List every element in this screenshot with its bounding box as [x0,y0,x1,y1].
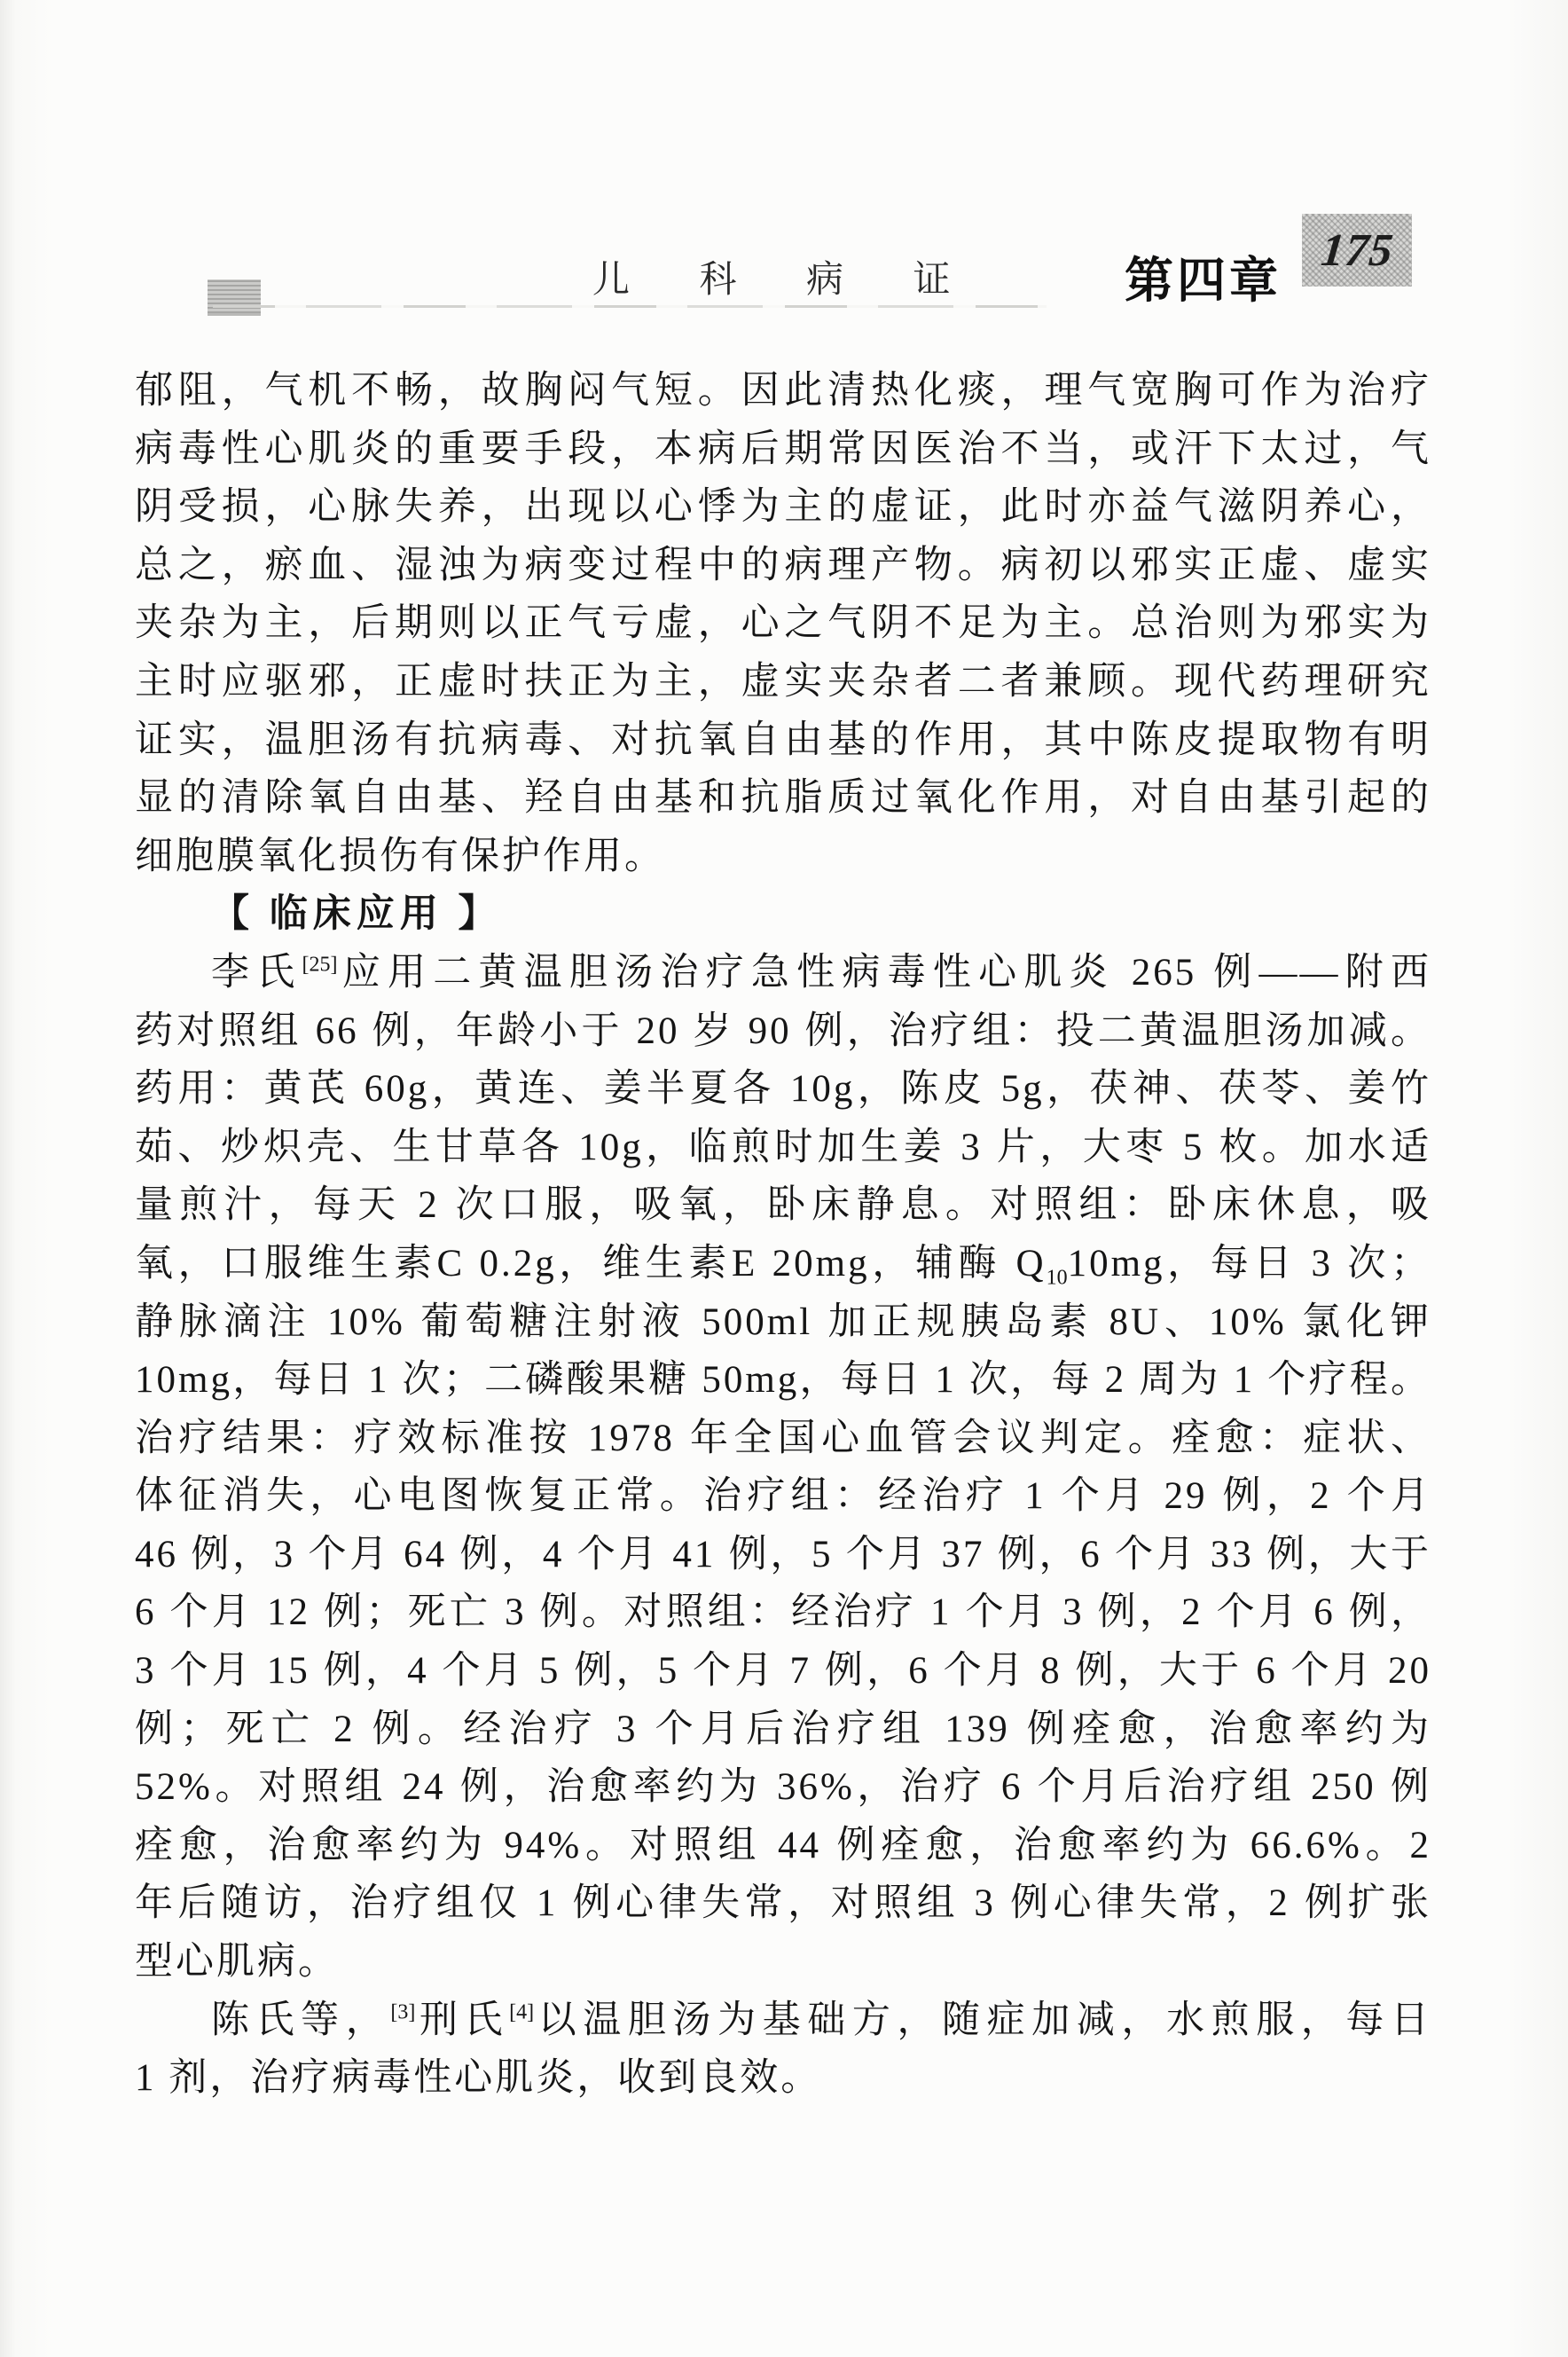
superscript-ref: [3] [390,2000,416,2024]
text-line: 细胞膜氧化损伤有保护作用。 [135,835,665,877]
text-line: 10mg，每日 1 次；二磷酸果糖 50mg，每日 1 次，每 2 周为 1 个疗程。 [135,1359,1431,1402]
text-line: 3 个月 15 例，4 个月 5 例，5 个月 7 例，6 个月 8 例，大于 6 个月 20 [135,1650,1431,1693]
text-line: 6 个月 12 例；死亡 3 例。对照组：经治疗 1 个月 3 例，2 个月 6 例， [135,1591,1431,1634]
text-line: 1 剂，治疗病毒性心肌炎，收到良效。 [135,2057,822,2100]
text-line: 46 例，3 个月 64 例，4 个月 41 例，5 个月 37 例，6 个月 33 例，大于 [135,1533,1431,1575]
text-line: 阴受损，心脉失养，出现以心悸为主的虚证，此时亦益气滋阴养心， [135,486,1431,529]
text-line: 夹杂为主，后期则以正气亏虚，心之气阴不足为主。总治则为邪实为 [135,602,1431,645]
section-heading: 【 临床应用 】 [211,893,502,936]
text-line: 显的清除氧自由基、羟自由基和抗脂质过氧化作用，对自由基引起的 [135,777,1431,820]
text-line: 茹、炒炽壳、生甘草各 10g，临煎时加生姜 3 片，大枣 5 枚。加水适 [135,1126,1431,1168]
text-line: 例；死亡 2 例。经治疗 3 个月后治疗组 139 例痊愈，治愈率约为 [135,1708,1431,1750]
page-number: 175 [1318,224,1396,276]
text-line: 体征消失，心电图恢复正常。治疗组：经治疗 1 个月 29 例，2 个月 [135,1475,1431,1518]
text-line: 静脉滴注 10% 葡萄糖注射液 500ml 加正规胰岛素 8U、10% 氯化钾 [135,1300,1431,1343]
text-line: 药用：黄芪 60g，黄连、姜半夏各 10g，陈皮 5g，茯神、茯苓、姜竹 [135,1068,1431,1111]
text-line: 主时应驱邪，正虚时扶正为主，虚实夹杂者二者兼顾。现代药理研究 [135,660,1431,703]
text-line: 病毒性心肌炎的重要手段，本病后期常因医治不当，或汗下太过，气 [135,428,1431,470]
text-line: 氧，口服维生素C 0.2g，维生素E 20mg，辅酶 $Q_{10}10mg$，每日 3 次； [135,1242,1431,1290]
text-line: 年后随访，治疗组仅 1 例心律失常，对照组 3 例心律失常，2 例扩张 [135,1882,1431,1925]
text-line: 证实，温胆汤有抗病毒、对抗氧自由基的作用，其中陈皮提取物有明 [135,719,1431,761]
text-line: 痊愈，治愈率约为 94%。对照组 44 例痊愈，治愈率约为 66.6%。2 [135,1824,1431,1866]
page-header [0,0,1568,355]
text-line: 李氏[25]应用二黄温胆汤治疗急性病毒性心肌炎 265 例——附西 [211,951,1432,994]
text-line: 郁阻，气机不畅，故胸闷气短。因此清热化痰，理气宽胸可作为治疗 [135,370,1431,412]
text-line: 52%。对照组 24 例，治愈率约为 36%，治疗 6 个月后治疗组 250 例 [135,1766,1431,1809]
text-line: 治疗结果：疗效标准按 1978 年全国心血管会议判定。痊愈：症状、 [135,1417,1431,1459]
text-line: 陈氏等，[3]刑氏[4]以温胆汤为基础方，随症加减，水煎服，每日 [211,1999,1431,2041]
page-number-block [1302,214,1412,287]
text-line: 总之，瘀血、湿浊为病变过程中的病理产物。病初以邪实正虚、虚实 [135,544,1431,586]
body-text [135,362,1431,2108]
text-line: 药对照组 66 例，年龄小于 20 岁 90 例，治疗组：投二黄温胆汤加减。 [135,1010,1431,1052]
scan-smudge-artifact [208,279,261,316]
superscript-ref: [4] [509,2000,535,2024]
chapter-label: 第四章 [1125,254,1282,308]
running-title: 儿 科 病 证 [592,260,981,301]
text-line: 量煎汁，每天 2 次口服，吸氧，卧床静息。对照组：卧床休息，吸 [135,1184,1431,1227]
text-line: 型心肌病。 [135,1941,339,1984]
superscript-ref: [25] [302,953,338,977]
subscript: 10 [1046,1266,1068,1290]
header-rule [213,305,1047,308]
